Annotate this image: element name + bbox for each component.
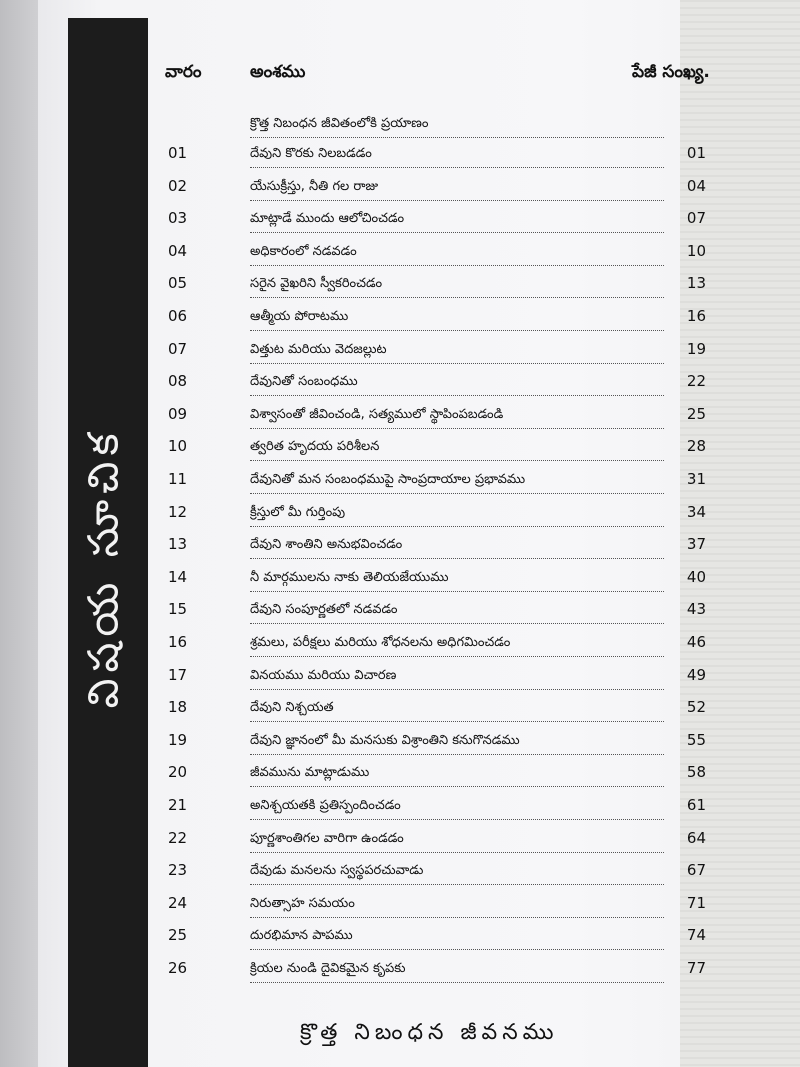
toc-entry-page: 28 <box>686 437 706 456</box>
toc-entry-page: 71 <box>686 893 706 912</box>
toc-entry-week: 19 <box>168 730 188 749</box>
toc-entry-week: 12 <box>168 502 188 521</box>
toc-entry-title: శ్రమలు, పరీక్షలు మరియు శోధనలను అధిగమించడం <box>250 635 664 657</box>
toc-entry-page: 74 <box>686 926 706 945</box>
toc-entry-title: జీవమును మాట్లాడుము <box>250 765 664 787</box>
toc-entry[interactable] <box>0 205 800 233</box>
toc-entry-title: దేవుని జ్ఞానంలో మీ మనసుకు విశ్రాంతిని కనుగొనడము <box>250 733 664 755</box>
toc-entry[interactable] <box>0 433 800 461</box>
toc-entry-week: 10 <box>168 437 188 456</box>
toc-entry[interactable] <box>0 336 800 364</box>
toc-entry-week: 20 <box>168 763 188 782</box>
toc-entry[interactable] <box>0 792 800 820</box>
toc-entry-title: మాట్లాడే ముందు ఆలోచించడం <box>250 211 664 233</box>
toc-entry-week: 11 <box>168 470 188 488</box>
toc-entry-week: 02 <box>168 176 188 195</box>
toc-entry-page: 19 <box>686 339 706 358</box>
toc-entry-title: క్రియల నుండి దైవికమైన కృపకు <box>250 961 664 983</box>
toc-entry[interactable] <box>0 596 800 624</box>
toc-entry-title: అధికారంలో నడవడం <box>250 244 664 266</box>
toc-entry[interactable] <box>0 922 800 950</box>
toc-entry-page: 25 <box>686 404 706 423</box>
toc-entry-week: 07 <box>168 339 188 358</box>
toc-entry[interactable] <box>0 759 800 787</box>
toc-entry[interactable] <box>0 140 800 168</box>
toc-entry[interactable] <box>0 629 800 657</box>
toc-entry-title: నీ మార్గములను నాకు తెలియజేయుము <box>250 570 664 592</box>
toc-entry[interactable] <box>0 531 800 559</box>
toc-entry-week: 09 <box>168 404 188 423</box>
toc-intro-line: క్రొత్త నిబంధన జీవితంలోకి ప్రయాణం <box>250 116 664 138</box>
toc-entry[interactable] <box>0 825 800 853</box>
column-header-week: వారం <box>165 62 202 82</box>
toc-entry[interactable] <box>0 857 800 885</box>
toc-entry[interactable] <box>0 401 800 429</box>
toc-entry-week: 24 <box>168 893 188 912</box>
toc-entry-title: విశ్వాసంతో జీవించండి, సత్యములో స్థాపింపబడండి <box>250 407 664 429</box>
toc-entry-page: 01 <box>686 144 706 162</box>
toc-entry-page: 64 <box>686 828 706 847</box>
toc-entry-page: 13 <box>686 274 706 293</box>
toc-entry-page: 55 <box>686 730 706 749</box>
toc-entry[interactable] <box>0 368 800 396</box>
toc-entry-page: 22 <box>686 372 706 391</box>
toc-entry[interactable] <box>0 270 800 298</box>
toc-entry-page: 34 <box>686 502 706 521</box>
toc-entry-week: 05 <box>168 274 188 293</box>
toc-entry[interactable] <box>0 564 800 592</box>
toc-entry-week: 06 <box>168 307 188 325</box>
toc-entry[interactable] <box>0 499 800 527</box>
toc-entry-page: 67 <box>686 861 706 880</box>
toc-entry-week: 08 <box>168 372 188 391</box>
book-title-footer: క్రొత్త నిబంధన జీవనము <box>300 1020 559 1045</box>
toc-entry[interactable] <box>0 727 800 755</box>
toc-entry-page: 37 <box>686 535 706 554</box>
toc-entry-week: 18 <box>168 698 188 717</box>
toc-entry[interactable] <box>0 662 800 690</box>
toc-entry[interactable] <box>0 238 800 266</box>
column-header-topic: అంశము <box>250 62 306 82</box>
toc-entry[interactable] <box>0 466 800 494</box>
toc-entry-week: 03 <box>168 209 188 228</box>
column-header-page: పేజీ సంఖ్య. <box>632 62 710 82</box>
toc-entry-title: అనిశ్చయతకి ప్రతిస్పందించడం <box>250 798 664 820</box>
toc-entry-page: 31 <box>686 470 706 488</box>
toc-entry[interactable] <box>0 890 800 918</box>
toc-entry-week: 13 <box>168 535 188 554</box>
toc-entry[interactable] <box>0 694 800 722</box>
toc-entry[interactable] <box>0 955 800 983</box>
toc-entry-week: 15 <box>168 600 188 619</box>
toc-entry-page: 77 <box>686 959 706 977</box>
toc-entry-page: 61 <box>686 796 706 814</box>
side-banner-title: విషయ సూచిక <box>78 427 127 709</box>
toc-entry-title: విత్తుట మరియు వెదజల్లుట <box>250 342 664 364</box>
toc-entry-week: 25 <box>168 926 188 945</box>
toc-entry-page: 52 <box>686 698 706 717</box>
toc-entry-title: దేవునితో సంబంధము <box>250 374 664 396</box>
toc-entry-page: 46 <box>686 633 706 651</box>
toc-entry-page: 10 <box>686 241 706 260</box>
toc-entry-title: యేసుక్రీస్తు, నీతి గల రాజు <box>250 179 664 201</box>
toc-entry-week: 01 <box>168 144 188 162</box>
toc-entry-title: ఆత్మీయ పోరాటము <box>250 309 664 331</box>
toc-entry-title: నిరుత్సాహ సమయం <box>250 896 664 918</box>
toc-entry-title: వినయము మరియు విచారణ <box>250 668 664 690</box>
toc-entry-title: దేవుని కొరకు నిలబడడం <box>250 146 664 168</box>
toc-entry[interactable] <box>0 173 800 201</box>
toc-entry-title: దేవుని శాంతిని అనుభవించడం <box>250 537 664 559</box>
toc-entry-title: పూర్ణశాంతిగల వారిగా ఉండడం <box>250 831 664 853</box>
toc-entry[interactable] <box>0 303 800 331</box>
toc-entry-page: 49 <box>686 665 706 684</box>
toc-entry-title: దేవుని నిశ్చయత <box>250 700 664 722</box>
toc-entry-page: 07 <box>686 209 706 228</box>
toc-entry-page: 16 <box>686 307 706 325</box>
toc-entry-title: దేవుని సంపూర్ణతలో నడవడం <box>250 602 664 624</box>
toc-entry-week: 26 <box>168 959 188 977</box>
toc-entry-page: 43 <box>686 600 706 619</box>
toc-entry-week: 22 <box>168 828 188 847</box>
toc-entry-week: 23 <box>168 861 188 880</box>
toc-entry-title: దేవునితో మన సంబంధముపై సాంప్రదాయాల ప్రభావము <box>250 472 664 494</box>
toc-entry-title: సరైన వైఖరిని స్వీకరించడం <box>250 276 664 298</box>
toc-entry-title: దేవుడు మనలను స్వస్థపరచువాడు <box>250 863 664 885</box>
toc-entry-page: 04 <box>686 176 706 195</box>
toc-entry-title: త్వరిత హృదయ పరిశీలన <box>250 439 664 461</box>
toc-entry-week: 17 <box>168 665 188 684</box>
toc-entry-week: 14 <box>168 567 188 586</box>
toc-entry-page: 58 <box>686 763 706 782</box>
toc-entry-week: 16 <box>168 633 188 651</box>
toc-entry-title: క్రీస్తులో మీ గుర్తింపు <box>250 505 664 527</box>
toc-entry-page: 40 <box>686 567 706 586</box>
toc-entry-week: 04 <box>168 241 188 260</box>
toc-entry-week: 21 <box>168 796 188 814</box>
toc-entry-title: దురభిమాన పాపము <box>250 928 664 950</box>
